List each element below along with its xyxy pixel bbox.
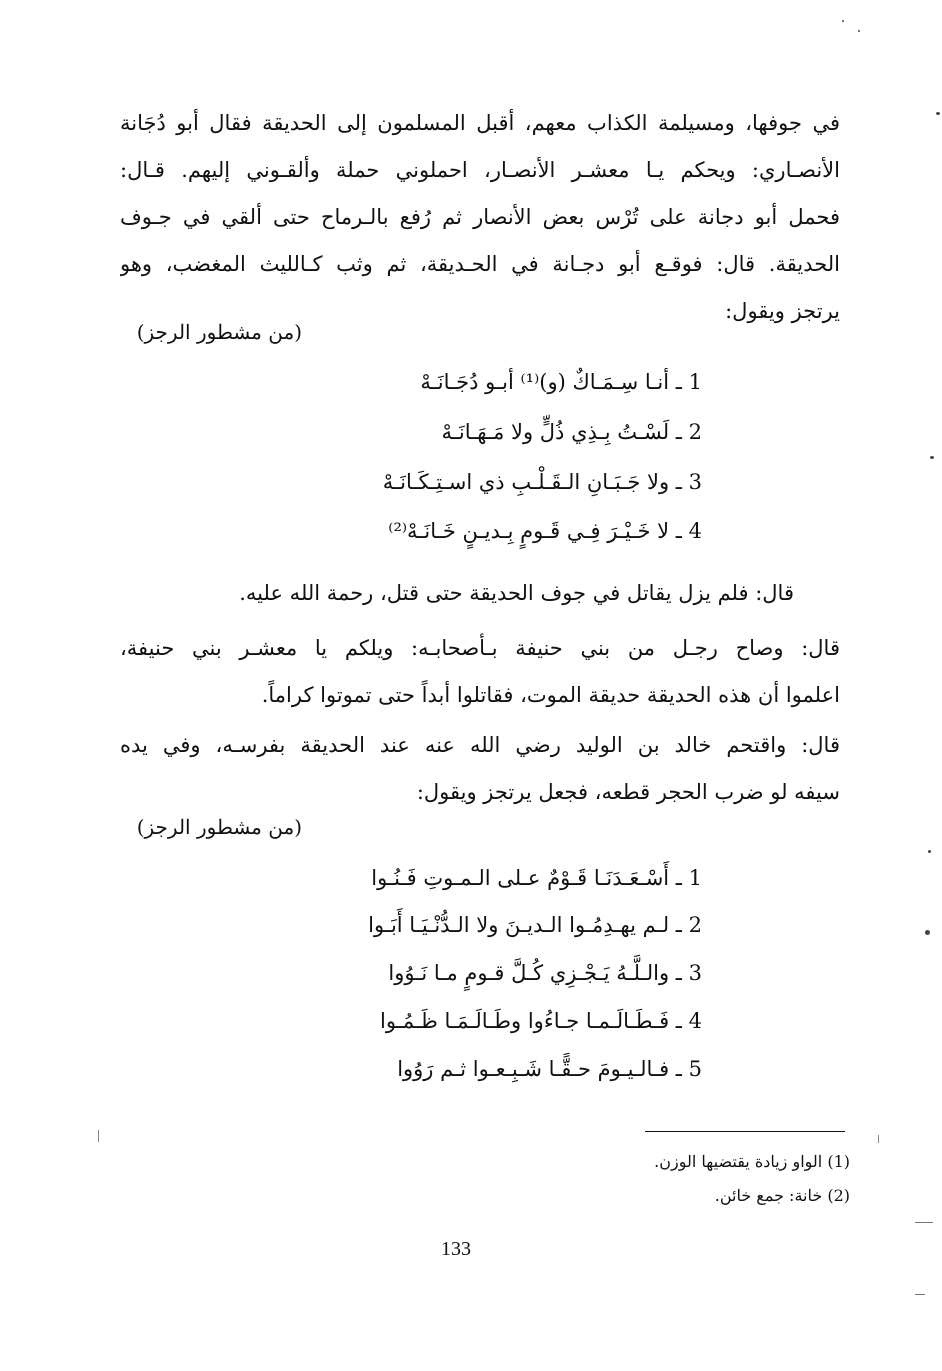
poem-2-verse: 4 ـ فَـطَـالَـمـا جـاءُوا وطَـالَـمَـا ظَـمُـوا [380, 1009, 702, 1033]
paragraph-line: قال: فلم يزل يقاتل في جوف الحديقة حتى قتل، رحمة الله عليه. [239, 581, 794, 605]
page-number: 133 [441, 1238, 471, 1260]
meter-label: (من مشطور الرجز) [136, 815, 302, 839]
paragraph-line: فحمل أبو دجانة على تُرْس بعض الأنصار ثم رُفع بالـرماح حتى ألقي في جـوف [120, 205, 840, 229]
poem-2-verse: 3 ـ والـلَّـهُ يَـجْـزِي كُـلَّ قـومٍ مـا نَـوُوا [388, 961, 702, 985]
poem-1-verse: 1 ـ أنـا سِـمَـاكٌ (و)⁽¹⁾ أبـو دُجَـانَـهْ [420, 370, 702, 394]
paragraph-line: الحديقة. قال: فوقـع أبو دجـانة في الحـديقة، ثم وثب كـالليث المغضب، وهو [120, 252, 840, 276]
scan-speck [925, 930, 930, 935]
paragraph-1 [120, 100, 840, 335]
paragraph-line: يرتجز ويقول: [725, 299, 840, 323]
paragraph-line: في جوفها، ومسيلمة الكذاب معهم، أقبل المسلمون إلى الحديقة فقال أبو دُجَانة [120, 111, 840, 135]
paragraph-line: سيفه لو ضرب الحجر قطعه، فجعل يرتجز ويقول: [416, 780, 840, 804]
scan-mark [878, 1135, 879, 1143]
poem-2-verse: 5 ـ فـالـيـومَ حـقًّـا شَـبِـعـوا ثـم رَوُوا [397, 1057, 702, 1081]
paragraph-3 [120, 625, 840, 719]
scan-speck [930, 456, 934, 459]
poem-1-verse: 4 ـ لا خَـيْـرَ فِـي قَـومٍ بِـديـنٍ خَـانَـهْ⁽²⁾ [388, 519, 702, 543]
paragraph-line: قال: وصاح رجـل من بني حنيفة بـأصحابـه: ويلكم يا معشـر بني حنيفة، [120, 636, 840, 660]
poem-1-verse: 2 ـ لَسْـتُ بِـذِي ذُلٍّ ولا مَـهَـانَـهْ [441, 420, 702, 444]
scan-speck [842, 20, 844, 22]
footnote-divider [645, 1131, 845, 1132]
scan-mark [915, 1222, 933, 1223]
poem-2-verse: 1 ـ أَسْـعَـدَنَـا قَـوْمٌ عـلى الـمـوتِ فَـنُـوا [371, 866, 702, 890]
scan-speck [936, 112, 940, 115]
poem-1-verse: 3 ـ ولا جَـبَـانِ الـقَـلْـبِ ذي اسـتِـكَـانَـهْ [382, 470, 702, 494]
meter-label: (من مشطور الرجز) [136, 320, 302, 344]
poem-2-verse: 2 ـ لـم يهـدِمُـوا الـديـنَ ولا الـدُّنْـيَـا أَبَـوا [368, 913, 702, 937]
footnote-1: (1) الواو زيادة يقتضيها الوزن. [654, 1152, 850, 1171]
scan-mark [915, 1294, 925, 1295]
paragraph-line: الأنصـاري: ويحكم يـا معشـر الأنصـار، احملوني حملة وألقـوني إليهم. قـال: [120, 158, 840, 182]
scan-speck [858, 30, 860, 32]
scan-speck [928, 850, 931, 853]
paragraph-line: اعلموا أن هذه الحديقة حديقة الموت، فقاتلوا أبداً حتى تموتوا كراماً. [261, 683, 840, 707]
paragraph-line: قال: واقتحم خالد بن الوليد رضي الله عنه عند الحديقة بفرسـه، وفي يده [120, 733, 840, 757]
scan-mark [98, 1130, 99, 1142]
paragraph-2 [150, 570, 794, 617]
footnote-2: (2) خانة: جمع خائن. [714, 1186, 850, 1205]
paragraph-4 [120, 722, 840, 816]
